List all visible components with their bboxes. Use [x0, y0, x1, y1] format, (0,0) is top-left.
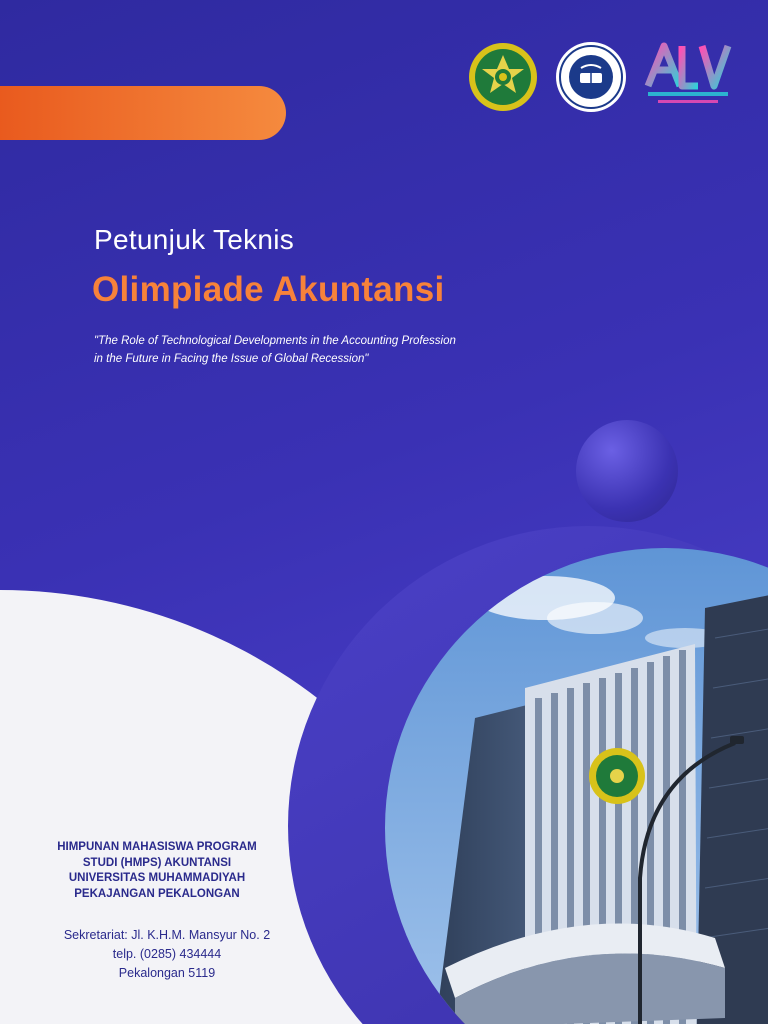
- university-seal-icon: [466, 40, 540, 114]
- organizer-line-4: PEKAJANGAN PEKALONGAN: [74, 887, 240, 900]
- theme-quote: [94, 332, 564, 368]
- theme-quote-line-2: in the Future in Facing the Issue of Global Recession": [94, 353, 369, 365]
- theme-quote-line-1: "The Role of Technological Developments in the Accounting Profession: [94, 335, 456, 347]
- address-block: [22, 926, 312, 983]
- organizer-block: [22, 840, 292, 902]
- accounting-festiv-logo-icon: [642, 40, 732, 114]
- hmps-emblem-icon: [554, 40, 628, 114]
- logo-row: [466, 40, 732, 114]
- orange-accent-bar: [0, 86, 286, 140]
- title-line-2: Olimpiade Akuntansi: [92, 270, 445, 309]
- organizer-line-2: STUDI (HMPS) AKUNTANSI: [82, 856, 232, 869]
- decorative-orb: [576, 420, 678, 522]
- address-line-1: Sekretariat: Jl. K.H.M. Mansyur No. 2: [63, 928, 271, 942]
- address-line-3: Pekalongan 5119: [118, 966, 216, 980]
- organizer-line-1: HIMPUNAN MAHASISWA PROGRAM: [57, 841, 257, 853]
- organizer-line-3: UNIVERSITAS MUHAMMADIYAH: [68, 872, 246, 884]
- address-line-2: telp. (0285) 434444: [112, 947, 222, 961]
- title-line-1: Petunjuk Teknis: [94, 224, 295, 255]
